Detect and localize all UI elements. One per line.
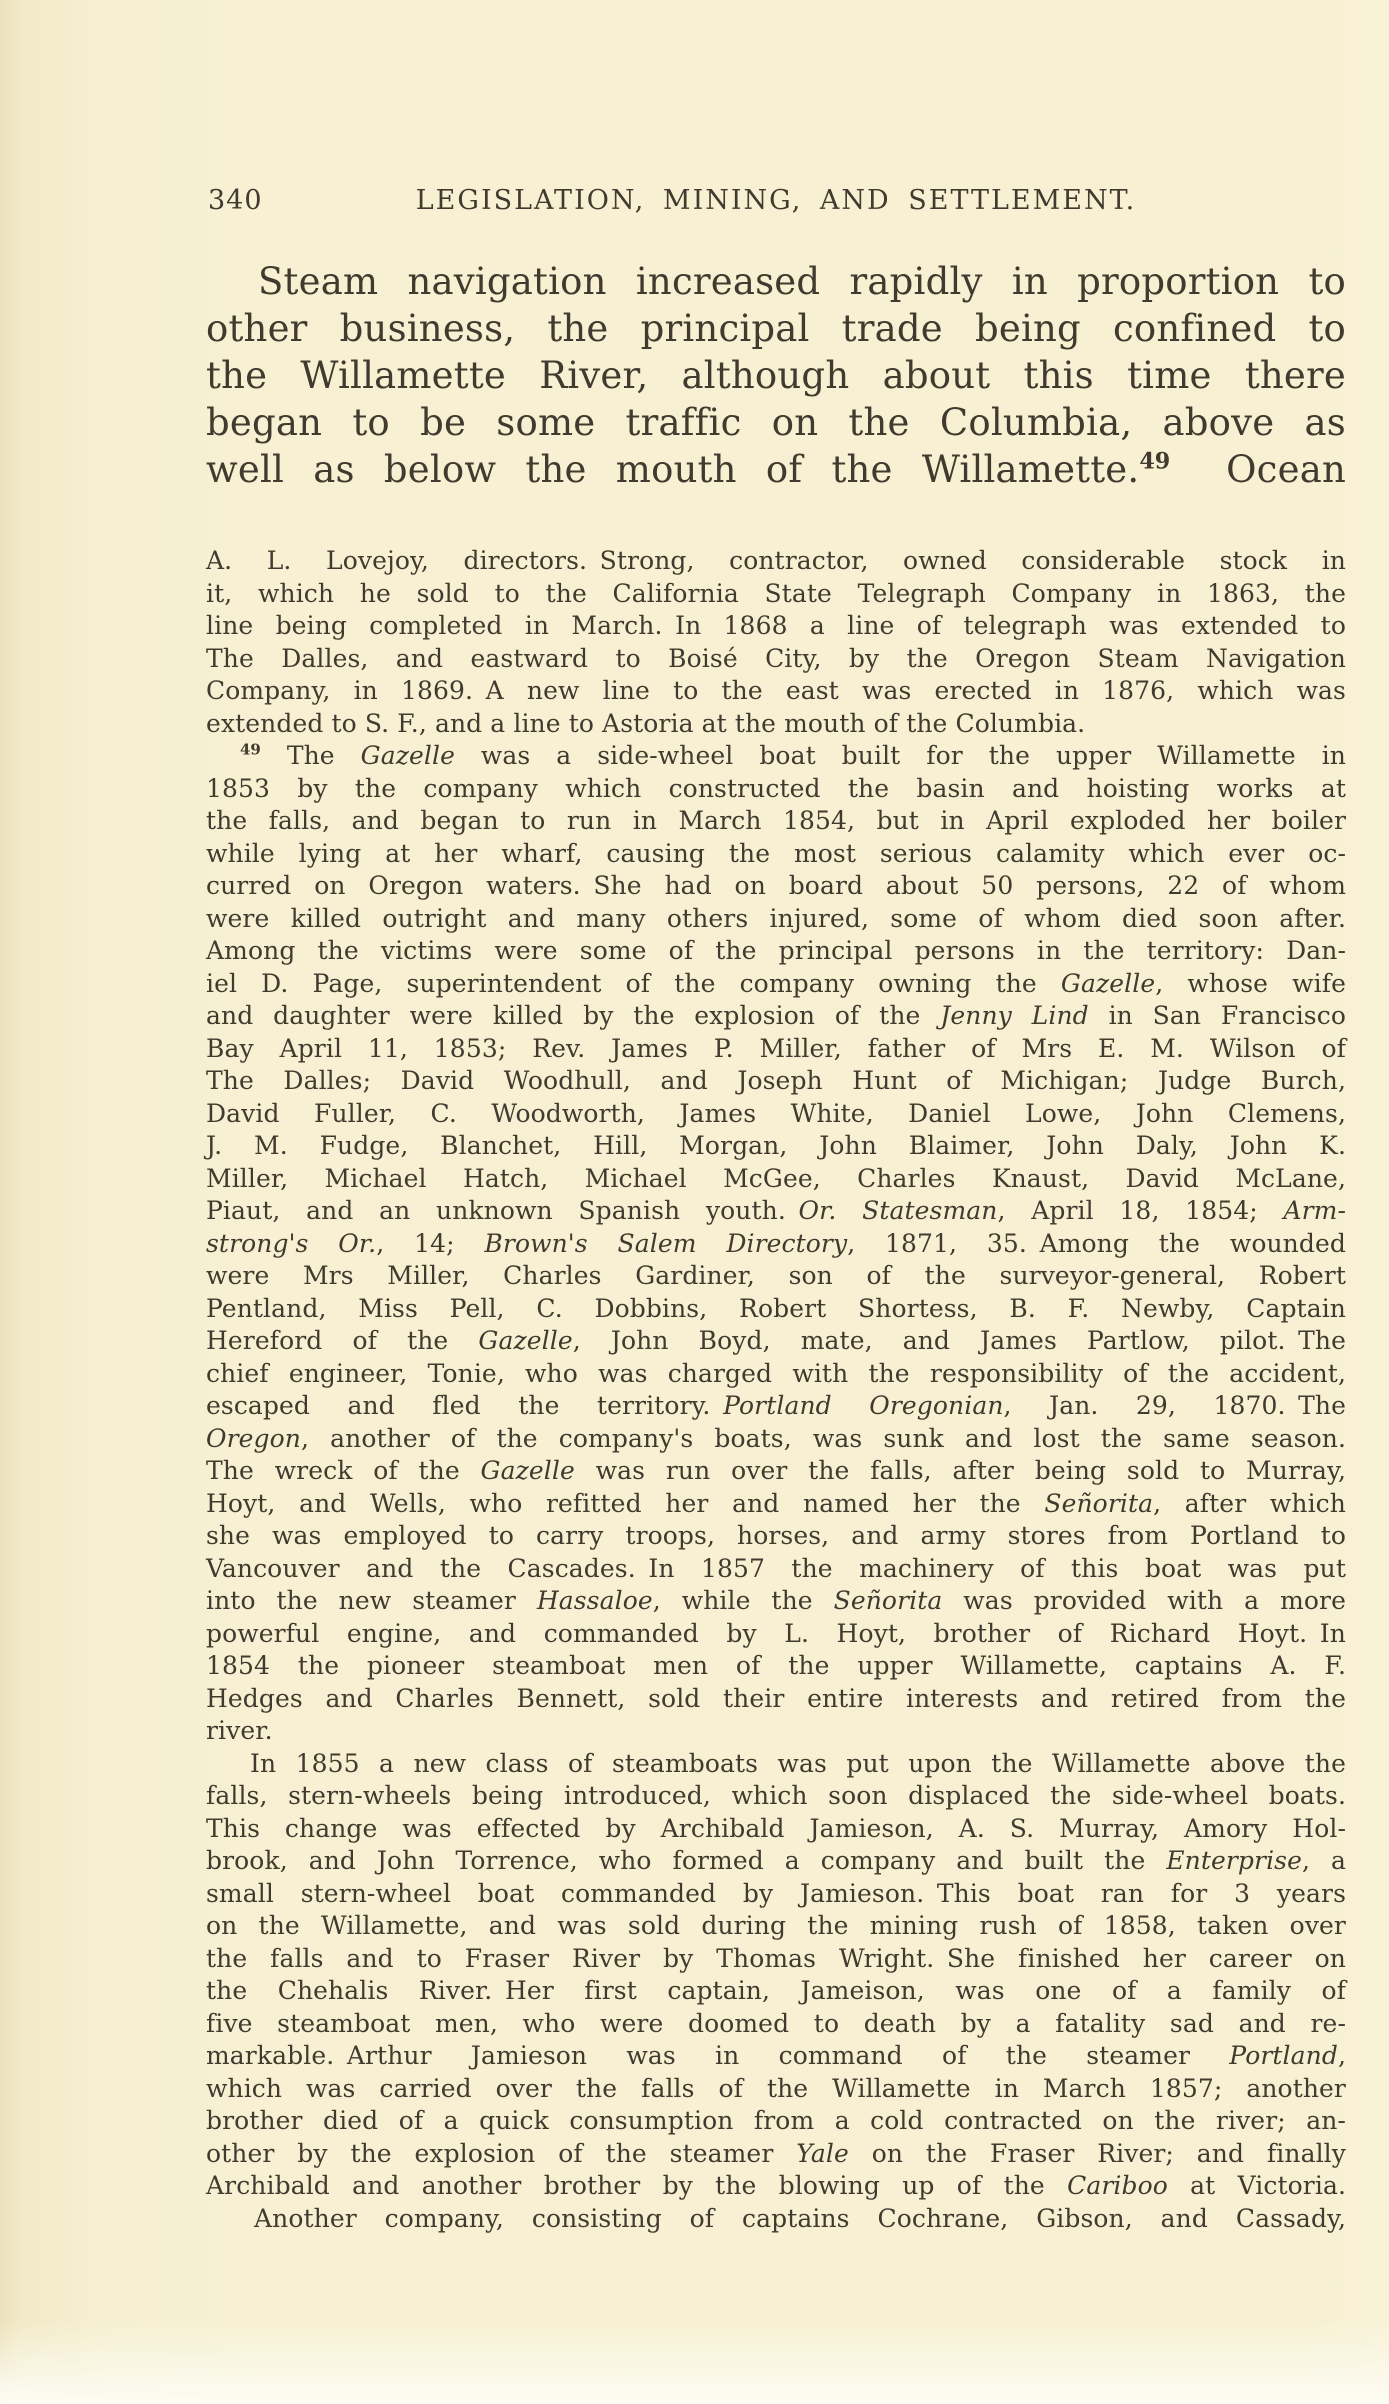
text-line: into the new steamer Hassaloe, while the Señorita was provided with a more: [206, 1586, 1346, 1615]
text-line: This change was effected by Archibald Jamieson, A. S. Murray, Amory Hol-: [206, 1813, 1346, 1843]
text-line: river.: [206, 1716, 273, 1745]
text-line: Bay April 11, 1853; Rev. James P. Miller, father of Mrs E. M. Wilson of: [206, 1033, 1346, 1063]
text-line: Piaut, and an unknown Spanish youth. Or. Statesman, April 18, 1854; Arm-: [206, 1196, 1346, 1225]
text-line: brook, and John Torrence, who formed a company and built the Enterprise, a: [206, 1846, 1346, 1875]
text-line: Hoyt, and Wells, who refitted her and named her the Señorita, after which: [206, 1488, 1346, 1518]
text-line: Oregon, another of the company's boats, was sunk and lost the same season.: [206, 1423, 1346, 1453]
text-line: small stern-wheel boat commanded by Jamieson. This boat ran for 3 years: [206, 1878, 1346, 1908]
text-line: Archibald and another brother by the blowing up of the Cariboo at Victoria.: [206, 2171, 1346, 2200]
text-line: the Willamette River, although about this time there: [206, 354, 1346, 397]
running-head: [206, 186, 1346, 220]
text-line: The Dalles, and eastward to Boisé City, by the Oregon Steam Navigation: [206, 643, 1346, 673]
text-line: Hedges and Charles Bennett, sold their entire interests and retired from the: [206, 1683, 1346, 1713]
text-line: J. M. Fudge, Blanchet, Hill, Morgan, John Blaimer, John Daly, John K.: [206, 1131, 1346, 1160]
text-line: Company, in 1869. A new line to the east was erected in 1876, which was: [206, 676, 1346, 705]
text-line: the falls, and began to run in March 1854, but in April exploded her boiler: [206, 806, 1346, 835]
text-line: 1853 by the company which constructed the basin and hoisting works at: [206, 773, 1346, 803]
text-line: chief engineer, Tonie, who was charged with the responsibility of the accident,: [206, 1358, 1346, 1388]
text-line: A. L. Lovejoy, directors. Strong, contractor, owned considerable stock in: [206, 546, 1346, 575]
text-line: began to be some traffic on the Columbia, above as: [206, 401, 1346, 444]
text-line: Another company, consisting of captains Cochrane, Gibson, and Cassady,: [254, 2203, 1346, 2233]
text-line: Pentland, Miss Pell, C. Dobbins, Robert Shortess, B. F. Newby, Captain: [206, 1293, 1346, 1323]
text-line: $^{49}$ The Gazelle was a side-wheel boat built for the upper Willamette in: [240, 740, 1347, 770]
text-line: it, which he sold to the California State Telegraph Company in 1863, the: [206, 578, 1346, 608]
text-line: escaped and fled the territory. Portland Oregonian, Jan. 29, 1870. The: [206, 1391, 1347, 1420]
text-line: while lying at her wharf, causing the most serious calamity which ever oc-: [206, 838, 1346, 868]
text-line: curred on Oregon waters. She had on board about 50 persons, 22 of whom: [206, 871, 1346, 900]
footnote-paragraph: [206, 545, 1346, 740]
text-line: line being completed in March. In 1868 a line of telegraph was extended to: [206, 611, 1346, 640]
running-header-title: LEGISLATION, MINING, AND SETTLEMENT.: [415, 185, 1137, 216]
text-line: on the Willamette, and was sold during the mining rush of 1858, taken over: [206, 1911, 1346, 1940]
footnote-text-block: [206, 545, 1346, 2235]
text-line: other business, the principal trade being confined to: [206, 307, 1346, 350]
main-text-block: [206, 258, 1346, 493]
footnote-marker: 49: [240, 740, 261, 759]
text-line: In 1855 a new class of steamboats was put upon the Willamette above the: [250, 1748, 1346, 1778]
text-line: Miller, Michael Hatch, Michael McGee, Charles Knaust, David McLane,: [206, 1163, 1346, 1193]
text-line: iel D. Page, superintendent of the company owning the Gazelle, whose wife: [206, 968, 1346, 998]
text-line: The wreck of the Gazelle was run over the falls, after being sold to Murray,: [206, 1456, 1346, 1485]
text-line: Hereford of the Gazelle, John Boyd, mate, and James Partlow, pilot. The: [206, 1326, 1346, 1355]
text-line: other by the explosion of the steamer Yale on the Fraser River; and finally: [206, 2138, 1347, 2168]
footnote-paragraph: [206, 740, 1346, 1748]
text-line: The Dalles; David Woodhull, and Joseph Hunt of Michigan; Judge Burch,: [206, 1066, 1346, 1095]
footnote-marker: 49: [1139, 448, 1171, 475]
text-line: well as below the mouth of the Willamette.$^{49}$ Ocean: [206, 448, 1346, 491]
text-line: and daughter were killed by the explosion of the Jenny Lind in San Francisco: [206, 1001, 1346, 1030]
text-line: five steamboat men, who were doomed to death by a fatality sad and re-: [206, 2008, 1346, 2038]
text-line: she was employed to carry troops, horses, and army stores from Portland to: [206, 1521, 1346, 1550]
footnote-paragraph: [206, 1748, 1346, 2203]
text-line: strong's Or., 14; Brown's Salem Directory, 1871, 35. Among the wounded: [206, 1228, 1346, 1258]
text-line: Steam navigation increased rapidly in proportion to: [258, 260, 1346, 303]
text-line: were Mrs Miller, Charles Gardiner, son of the surveyor-general, Robert: [206, 1261, 1346, 1290]
text-line: 1854 the pioneer steamboat men of the upper Willamette, captains A. F.: [206, 1651, 1346, 1680]
text-line: the Chehalis River. Her first captain, Jameison, was one of a family of: [206, 1976, 1346, 2005]
text-line: powerful engine, and commanded by L. Hoyt, brother of Richard Hoyt. In: [206, 1618, 1346, 1648]
text-line: were killed outright and many others injured, some of whom died soon after.: [206, 903, 1346, 933]
text-line: markable. Arthur Jamieson was in command of the steamer Portland,: [206, 2041, 1346, 2070]
text-line: Vancouver and the Cascades. In 1857 the machinery of this boat was put: [206, 1553, 1346, 1583]
text-line: Among the victims were some of the principal persons in the territory: Dan-: [206, 936, 1346, 965]
text-line: which was carried over the falls of the Willamette in March 1857; another: [206, 2073, 1346, 2103]
body-paragraph: [206, 258, 1346, 493]
text-line: the falls and to Fraser River by Thomas Wright. She finished her career on: [206, 1943, 1346, 1973]
text-line: falls, stern-wheels being introduced, which soon displaced the side-wheel boats.: [206, 1781, 1346, 1810]
text-line: brother died of a quick consumption from a cold contracted on the river; an-: [206, 2106, 1346, 2135]
text-line: extended to S. F., and a line to Astoria at the mouth of the Columbia.: [206, 708, 1086, 738]
footnote-paragraph: [206, 2203, 1346, 2236]
text-line: David Fuller, C. Woodworth, James White, Daniel Lowe, John Clemens,: [206, 1098, 1346, 1128]
page-number: 340: [208, 185, 263, 216]
